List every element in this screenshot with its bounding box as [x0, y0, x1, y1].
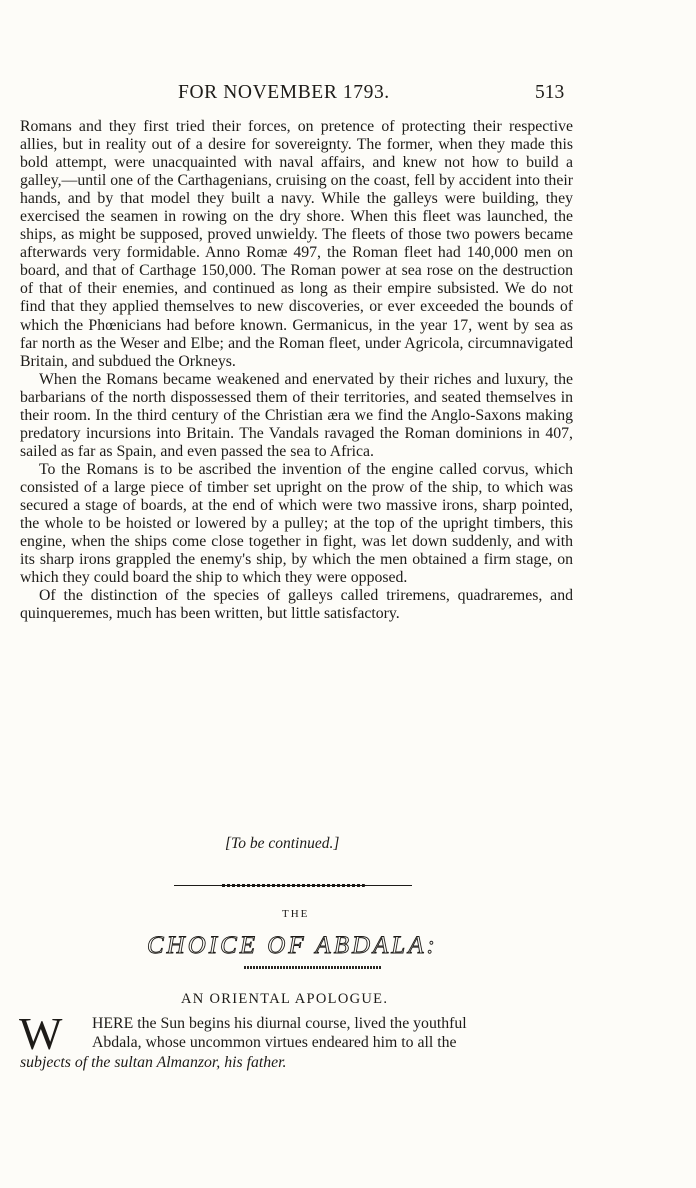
page-header	[0, 82, 696, 108]
ornamental-rule-top	[174, 883, 412, 887]
opening-line-1: HERE the Sun begins his diurnal course, lived the youthful	[92, 1015, 467, 1032]
page-number: 513	[535, 82, 565, 103]
paragraph-corvus: To the Romans is to be ascribed the invention of the engine called corvus, which consisted of a large piece of timber set upright on the prow of the ship, to which was secured a stage of boards, at the end of which were two massive irons, sharp pointed, the whole to be hoisted or lowered by a pulley; at the top of the upright timbers, this engine, when the ships come close together in fight, was let down suddenly, and with its sharp irons grappled the enemy's ship, by which the men obtained a firm stage, on which they could board the ship to which they were opposed.	[20, 460, 573, 587]
body-text	[20, 118, 573, 623]
paragraph-romans-navy: Romans and they first tried their forces, on pretence of protecting their respective allies, but in reality out of a desire for sovereignty. The former, when they made this bold attempt, were unacquainted with naval affairs, and knew not how to build a galley,—until one of the Carthagenians, cruising on the coast, fell by accident into their hands, and by that model they built a navy. While the galleys were building, they exercised the seamen in rowing on the dry shore. When this fleet was launched, the ships, as might be supposed, proved unwieldy. The fleets of those two powers became afterwards very formidable. Anno Romæ 497, the Roman fleet had 140,000 men on board, and that of Carthage 150,000. The Roman power at sea rose on the destruction of that of their enemies, and continued as long as their empire subsisted. We do not find that they applied themselves to new discoveries, or ever exceeded the bounds of which the Phœnicians had before known. Germanicus, in the year 17, went by sea as far north as the Weser and Elbe; and the Roman fleet, under Agricola, circumnavigated Britain, and subdued the Orkneys.	[20, 118, 573, 370]
article-title: CHOICE OF ABDALA:	[147, 932, 438, 959]
paragraph-barbarians: When the Romans became weakened and enervated by their riches and luxury, the barbarians of the north dispossessed them of their territories, and seated themselves in their room. In the third century of the Christian æra we find the Anglo-Saxons making predatory incursions into Britain. The Vandals ravaged the Roman dominions in 407, sailed as far as Spain, and even passed the sea to Africa.	[20, 370, 573, 460]
article-title-prefix: THE	[282, 908, 310, 920]
opening-line-2: Abdala, whose uncommon virtues endeared him to all the	[92, 1034, 457, 1051]
ornamental-rule-bottom	[244, 966, 382, 969]
running-title: FOR NOVEMBER 1793.	[178, 82, 390, 103]
article-subtitle: AN ORIENTAL APOLOGUE.	[181, 991, 389, 1007]
continued-note: [To be continued.]	[225, 835, 340, 852]
opening-line-3: subjects of the sultan Almanzor, his father.	[20, 1054, 287, 1071]
paragraph-galleys: Of the distinction of the species of galleys called triremens, quadraremes, and quinqueremes, much has been written, but little satisfactory.	[20, 587, 573, 623]
drop-cap: W	[19, 1008, 63, 1059]
